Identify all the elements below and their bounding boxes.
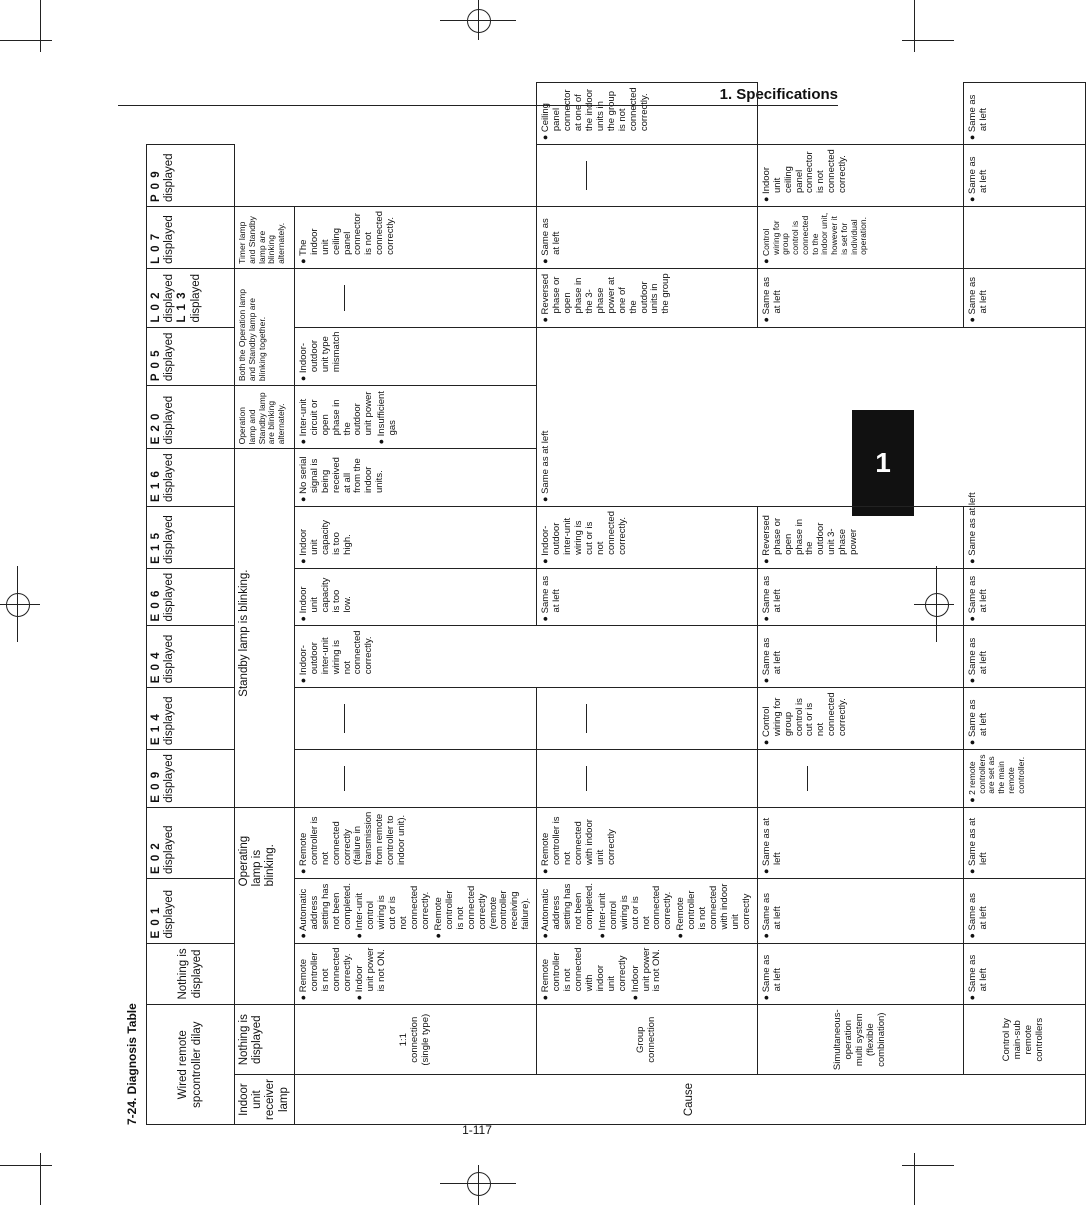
r12-c2 bbox=[537, 207, 758, 269]
r14-c1 bbox=[294, 207, 536, 269]
code-e01 bbox=[147, 879, 235, 943]
bullet-item: ● Inter-unit control wiring is cut or is not connected correctly. bbox=[354, 885, 432, 939]
r1-c4 bbox=[963, 943, 1085, 1005]
bullet-item: ● Same as at left bbox=[760, 575, 783, 622]
code-suffix: displayed bbox=[163, 696, 176, 746]
bullet-item: ● Control wiring for group control is cut or is not connected correctly. bbox=[760, 692, 849, 746]
r11-c1 bbox=[294, 386, 536, 449]
lamp-nothing: Nothing is displayed bbox=[235, 1005, 295, 1075]
code-nothing: Nothing is displayed bbox=[147, 943, 235, 1005]
r3-c2 bbox=[537, 807, 758, 878]
r7-c3 bbox=[757, 568, 963, 626]
header-c2: Group connection bbox=[537, 1005, 758, 1075]
r2-c1 bbox=[294, 879, 536, 943]
r13-c2 bbox=[537, 145, 758, 207]
code-value: P 0 5 bbox=[150, 349, 162, 382]
bullet-item: ● Indoor unit power is not ON. bbox=[629, 947, 663, 1001]
code-e15 bbox=[147, 507, 235, 569]
lamp-p05: Operation lamp and Standby lamp are blinking alternately. bbox=[235, 386, 295, 449]
r5-c4 bbox=[963, 688, 1085, 750]
code-suffix: displayed bbox=[163, 215, 176, 264]
dash-line bbox=[344, 766, 345, 791]
header-c3: Simultaneous-operation multi system (flexible combination) bbox=[757, 1005, 963, 1075]
r13-c1 bbox=[294, 268, 536, 327]
bullet-item: ● Indoor-outdoor inter-unit wiring is cut or is not connected correctly. bbox=[540, 511, 628, 564]
bullet-item: ● Same as at left bbox=[966, 575, 989, 622]
bullet-item: ● Indoor unit power is not ON. bbox=[354, 947, 388, 1001]
r7-c2 bbox=[537, 507, 758, 569]
bullet-item: ● Same as at left bbox=[966, 156, 989, 203]
crop-mark bbox=[40, 1153, 41, 1205]
bullet-item: ● Remote controller is not connected correctly (remote controller receiving failure). bbox=[432, 885, 532, 939]
code-suffix: displayed bbox=[189, 273, 202, 323]
r7-c4 bbox=[963, 568, 1085, 626]
code-suffix: displayed bbox=[163, 395, 176, 445]
crop-mark bbox=[902, 1165, 954, 1166]
dash-line bbox=[586, 161, 587, 190]
r14-c2 bbox=[537, 83, 758, 145]
code-suffix: displayed bbox=[163, 332, 176, 382]
bullet-item: ● Same as at left bbox=[540, 575, 563, 622]
code-value: P 0 9 bbox=[150, 170, 162, 203]
bullet-item: ● Indoor-outdoor unit type mismatch bbox=[297, 331, 342, 382]
r12-c3 bbox=[757, 268, 963, 327]
r5-c3 bbox=[757, 688, 963, 750]
bullet-item: ● Indoor unit capacity is too low. bbox=[297, 577, 353, 622]
bullet-item: ● 2 remote controllers are set as the main remote controller. bbox=[966, 754, 1026, 803]
r11-c3 bbox=[757, 507, 963, 569]
bullet-item: ● No serial signal is being received at all from the indoor units. bbox=[297, 456, 386, 502]
code-e04 bbox=[147, 626, 235, 688]
bullet-item: ● Remote controller is not connected correctly (failure in transmission from remote controller to indoor unit). bbox=[297, 811, 408, 875]
registration-circle bbox=[6, 593, 30, 617]
r5-c1 bbox=[294, 688, 536, 750]
code-suffix: displayed bbox=[163, 825, 176, 875]
code-suffix: displayed bbox=[163, 273, 176, 323]
bullet-item: ● Same as at left bbox=[760, 817, 783, 875]
r12-c4 bbox=[963, 207, 1085, 269]
r2-c4 bbox=[963, 879, 1085, 943]
bullet-item: ● Same as at left bbox=[966, 276, 989, 323]
code-suffix: displayed bbox=[163, 153, 176, 203]
bullet-item: ● Insufficient gas bbox=[376, 391, 399, 445]
code-value: E 0 9 bbox=[150, 770, 162, 803]
code-value: L 0 2 bbox=[150, 291, 162, 323]
r4-c4 bbox=[963, 750, 1085, 808]
code-value: L 0 7 bbox=[150, 232, 162, 264]
r2-c3 bbox=[757, 879, 963, 943]
r10-c1 bbox=[294, 449, 536, 507]
bullet-item: ● Indoor unit capacity is too high. bbox=[297, 519, 353, 564]
bullet-item: ● Same as at left bbox=[966, 892, 989, 939]
bullet-item: ● Same as at left bbox=[966, 637, 989, 684]
code-value: L 1 3 bbox=[176, 291, 189, 323]
bullet-item: ● Automatic address setting has not been completed. bbox=[540, 883, 595, 939]
bullet-item: ● The indoor unit ceiling panel connector is not connected correctly. bbox=[297, 211, 397, 264]
r2-c2 bbox=[537, 879, 758, 943]
code-e02 bbox=[147, 807, 235, 878]
dash-line bbox=[586, 766, 587, 791]
code-suffix: displayed bbox=[163, 754, 176, 803]
bullet-item: ● Same as at left bbox=[540, 218, 563, 264]
code-e06 bbox=[147, 568, 235, 626]
r8-c4 bbox=[963, 386, 1085, 569]
r4-c2 bbox=[537, 750, 758, 808]
header-lamp: Indoor unit receiver lamp bbox=[235, 1075, 295, 1125]
bullet-item: ● Same as at left bbox=[760, 637, 783, 684]
code-p05 bbox=[147, 327, 235, 386]
bullet-item: ● Same as at left bbox=[760, 954, 783, 1001]
code-l07 bbox=[147, 207, 235, 269]
bullet-item: ● Remote controller is not connected with indoor unit correctly bbox=[540, 947, 628, 1001]
chapter-tab: 1 bbox=[852, 410, 914, 516]
code-value: E 0 2 bbox=[150, 842, 162, 875]
dash-line bbox=[586, 704, 587, 733]
crop-mark bbox=[914, 0, 915, 52]
r4-c1 bbox=[294, 750, 536, 808]
code-value: E 2 0 bbox=[150, 412, 162, 445]
code-suffix: displayed bbox=[163, 572, 176, 622]
r13-c4 bbox=[963, 145, 1085, 207]
bullet-item: ● Reversed phase or open phase in the outdoor unit 3-phase power bbox=[760, 515, 860, 564]
bullet-item: ● Same as at left bbox=[966, 492, 978, 564]
code-value: E 1 5 bbox=[150, 531, 162, 564]
header-c1: 1:1 connection (single type) bbox=[294, 1005, 536, 1075]
r5-c2 bbox=[537, 688, 758, 750]
bullet-item: ● Reversed phase or open phase in the 3-phase power at one of the outdoor units in the group bbox=[540, 273, 672, 323]
registration-circle bbox=[467, 1172, 491, 1196]
r12-c1 bbox=[294, 327, 536, 386]
code-e09 bbox=[147, 750, 235, 808]
code-p09 bbox=[147, 145, 235, 207]
header-c4: Control by main-sub remote controllers bbox=[963, 1005, 1085, 1075]
bullet-item: ● Automatic address setting has not been completed. bbox=[297, 883, 353, 939]
registration-circle bbox=[467, 9, 491, 33]
r1-c3 bbox=[757, 943, 963, 1005]
r1-c1 bbox=[294, 943, 536, 1005]
r6-c3 bbox=[757, 626, 963, 688]
header-cause: Cause bbox=[294, 1075, 1085, 1125]
bullet-item: ● Remote controller is not connected with indoor unit correctly bbox=[675, 883, 752, 939]
r6-c2 bbox=[537, 568, 758, 626]
code-e16 bbox=[147, 449, 235, 507]
bullet-item: ● Same as at left bbox=[966, 94, 989, 141]
r6-c1 bbox=[294, 626, 757, 688]
crop-mark bbox=[0, 40, 52, 41]
header-wired: Wired remote spcontroller dilay bbox=[147, 1005, 235, 1125]
bullet-item: ● Indoor unit ceiling panel connector is not connected correctly. bbox=[760, 149, 849, 203]
crop-mark bbox=[914, 1153, 915, 1205]
bullet-item: ● Same as at left bbox=[760, 276, 783, 323]
dash-line bbox=[807, 766, 808, 791]
bullet-item: ● Ceiling panel connector at one of the indoor units in the group is not connected correctly. bbox=[540, 87, 650, 141]
r3-c3 bbox=[757, 807, 963, 878]
r14-c4 bbox=[963, 83, 1085, 145]
code-suffix: displayed bbox=[163, 453, 176, 502]
table-title: 7-24. Diagnosis Table bbox=[125, 1003, 139, 1125]
crop-mark bbox=[40, 0, 41, 52]
bullet-item: ● Indoor-outdoor inter-unit wiring is not connected correctly. bbox=[297, 630, 375, 684]
r1-c2 bbox=[537, 943, 758, 1005]
bullet-item: ● Inter-unit control wiring is cut or is not connected correctly. bbox=[596, 885, 674, 939]
r13-c3 bbox=[757, 207, 963, 269]
r14-c3 bbox=[757, 145, 963, 207]
code-value: E 1 6 bbox=[150, 470, 162, 502]
code-suffix: displayed bbox=[163, 634, 176, 684]
bullet-item: ● Inter-unit circuit or open phase in the outdoor unit power bbox=[297, 391, 375, 445]
code-e20 bbox=[147, 386, 235, 449]
code-value: E 0 6 bbox=[150, 589, 162, 622]
code-value: E 0 1 bbox=[150, 906, 162, 939]
bullet-item: ● Remote controller is not connected correctly. bbox=[297, 947, 353, 1001]
code-value: E 1 4 bbox=[150, 713, 162, 746]
bullet-item: ● Control wiring for group control is connected to the indoor unit, however it is set for individual operation. bbox=[760, 212, 869, 264]
lamp-standby: Standby lamp is blinking. bbox=[235, 449, 295, 807]
r9-c1 bbox=[294, 507, 536, 569]
r3-c4 bbox=[963, 807, 1085, 878]
dash-line bbox=[344, 704, 345, 733]
bullet-item: ● Same as at left bbox=[966, 817, 989, 875]
diagnosis-table bbox=[146, 82, 1086, 1125]
page-number: 1-117 bbox=[462, 1123, 492, 1137]
code-suffix: displayed bbox=[163, 889, 176, 939]
bullet-item: ● Same as at left bbox=[540, 430, 552, 502]
r8-c1 bbox=[294, 568, 536, 626]
code-suffix: displayed bbox=[163, 515, 176, 564]
dash-line bbox=[344, 285, 345, 311]
r11-c4 bbox=[963, 268, 1085, 327]
code-value: E 0 4 bbox=[150, 651, 162, 684]
r3-c1 bbox=[294, 807, 536, 878]
lamp-p09: Timer lamp and Standby lamp are blinking alternately. bbox=[235, 207, 295, 269]
lamp-l02-l07: Both the Operation lamp and Standby lamp are blinking together. bbox=[235, 268, 295, 385]
r6-c4 bbox=[963, 626, 1085, 688]
section-header: 1. Specifications bbox=[719, 86, 838, 103]
r4-c3 bbox=[757, 750, 963, 808]
bullet-item: ● Same as at left bbox=[760, 892, 783, 939]
r11-c2 bbox=[537, 268, 758, 327]
code-l02-l13 bbox=[147, 268, 235, 327]
crop-mark bbox=[0, 1165, 52, 1166]
bullet-item: ● Same as at left bbox=[966, 954, 989, 1001]
lamp-operating: Operating lamp is blinking. bbox=[235, 807, 295, 1005]
bullet-item: ● Same as at left bbox=[966, 699, 989, 746]
crop-mark bbox=[902, 40, 954, 41]
bullet-item: ● Remote controller is not connected with indoor unit correctly bbox=[540, 816, 617, 875]
code-e14 bbox=[147, 688, 235, 750]
